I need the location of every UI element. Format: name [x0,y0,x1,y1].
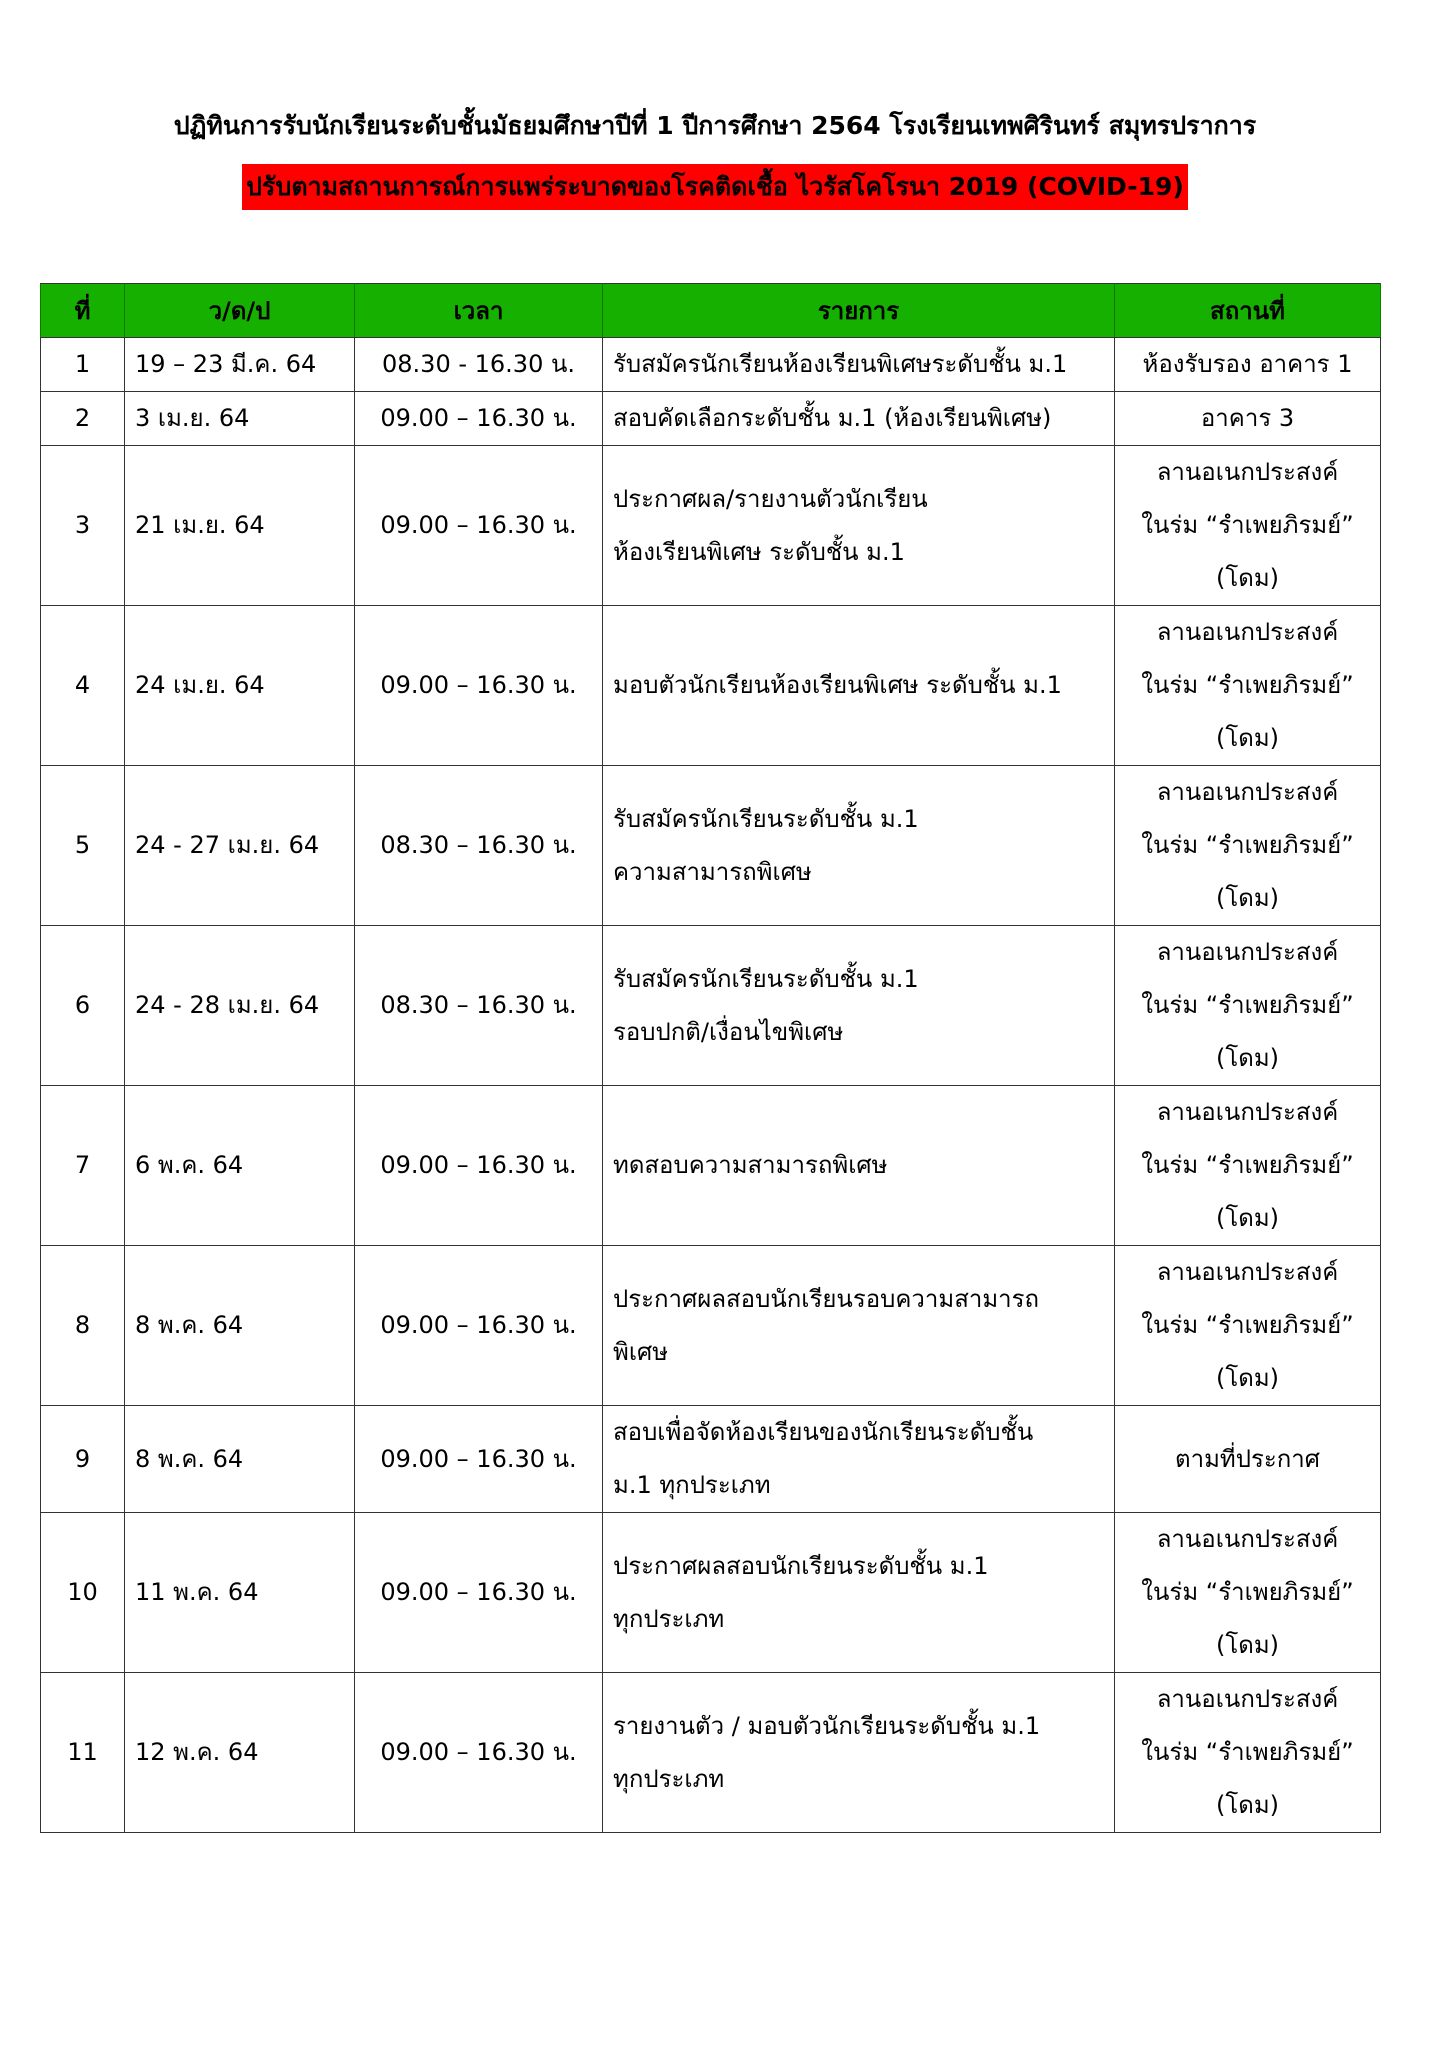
admission-schedule-table [40,283,1381,1833]
row-place-cell [1115,766,1381,926]
row-time-cell: 09.00 – 16.30 น. [355,1406,603,1513]
row-place-cell [1115,1086,1381,1246]
table-header-row [41,284,1381,338]
page-title: ปฏิทินการรับนักเรียนระดับชั้นมัธยมศึกษาปีที่ 1 ปีการศึกษา 2564 โรงเรียนเทพศิรินทร์ สมุทรปราการ [173,111,1257,140]
row-date-cell: 8 พ.ค. 64 [125,1246,355,1406]
row-time-cell: 09.00 – 16.30 น. [355,1086,603,1246]
row-date-cell: 24 เม.ย. 64 [125,606,355,766]
row-item-cell [603,1246,1115,1406]
place-text-line: ในร่ม “รำเพยภิรมย์” [1141,1578,1354,1606]
row-date-cell: 11 พ.ค. 64 [125,1513,355,1673]
row-item-cell [603,338,1115,392]
row-place-cell [1115,926,1381,1086]
row-number-cell: 9 [41,1406,125,1513]
table-row [41,606,1381,766]
place-text-line: ห้องรับรอง อาคาร 1 [1142,350,1353,378]
place-text-line: ตามที่ประกาศ [1175,1444,1320,1473]
row-number-cell: 8 [41,1246,125,1406]
row-date-cell: 3 เม.ย. 64 [125,392,355,446]
place-text-line: (โดม) [1215,564,1280,592]
row-place-cell [1115,1673,1381,1833]
place-text-line: ในร่ม “รำเพยภิรมย์” [1141,671,1354,699]
row-place-cell [1115,1406,1381,1513]
item-text-line: ม.1 ทุกประเภท [613,1471,771,1499]
row-time-cell: 09.00 – 16.30 น. [355,446,603,606]
column-header-date: ว/ด/ป [125,284,355,338]
place-text-line: ในร่ม “รำเพยภิรมย์” [1141,1738,1354,1766]
row-number-cell: 3 [41,446,125,606]
row-date-cell: 24 - 28 เม.ย. 64 [125,926,355,1086]
row-number-cell: 11 [41,1673,125,1833]
row-place-cell [1115,338,1381,392]
item-text-line: สอบเพื่อจัดห้องเรียนของนักเรียนระดับชั้น [613,1418,1034,1446]
column-header-item: รายการ [603,284,1115,338]
row-place-cell [1115,606,1381,766]
row-time-cell: 08.30 – 16.30 น. [355,766,603,926]
item-text-line: ทุกประเภท [613,1764,725,1793]
item-text-line: ทดสอบความสามารถพิเศษ [613,1151,888,1179]
row-number-cell: 10 [41,1513,125,1673]
item-text-line: รอบปกติ/เงื่อนไขพิเศษ [613,1017,844,1046]
row-time-cell: 09.00 – 16.30 น. [355,1673,603,1833]
place-text-line: ในร่ม “รำเพยภิรมย์” [1141,831,1354,859]
row-date-cell: 19 – 23 มี.ค. 64 [125,338,355,392]
row-item-cell [603,926,1115,1086]
place-text-line: ลานอเนกประสงค์ [1156,458,1339,486]
table-row [41,392,1381,446]
place-text-line: ในร่ม “รำเพยภิรมย์” [1141,511,1354,539]
place-text-line: อาคาร 3 [1200,404,1295,432]
row-date-cell: 24 - 27 เม.ย. 64 [125,766,355,926]
place-text-line: (โดม) [1215,1791,1280,1819]
item-text-line: รายงานตัว / มอบตัวนักเรียนระดับชั้น ม.1 [613,1711,1041,1740]
item-text-line: พิเศษ [613,1337,669,1366]
item-text-line: ประกาศผลสอบนักเรียนรอบความสามารถ [613,1284,1040,1313]
row-number-cell: 1 [41,338,125,392]
row-number-cell: 6 [41,926,125,1086]
place-text-line: ลานอเนกประสงค์ [1156,618,1339,646]
row-number-cell: 4 [41,606,125,766]
column-header-no: ที่ [41,284,125,338]
place-text-line: ในร่ม “รำเพยภิรมย์” [1141,991,1354,1019]
item-text-line: ประกาศผลสอบนักเรียนระดับชั้น ม.1 [613,1551,989,1580]
row-time-cell: 08.30 - 16.30 น. [355,338,603,392]
place-text-line: ในร่ม “รำเพยภิรมย์” [1141,1151,1354,1179]
place-text-line: (โดม) [1215,1204,1280,1232]
item-text-line: ความสามารถพิเศษ [613,857,812,886]
row-time-cell: 09.00 – 16.30 น. [355,392,603,446]
table-row [41,1406,1381,1513]
item-text-line: สอบคัดเลือกระดับชั้น ม.1 (ห้องเรียนพิเศษ) [613,404,1052,432]
row-place-cell [1115,446,1381,606]
column-header-time: เวลา [355,284,603,338]
table-row [41,1086,1381,1246]
row-date-cell: 8 พ.ค. 64 [125,1406,355,1513]
row-time-cell: 09.00 – 16.30 น. [355,1246,603,1406]
item-text-line: ห้องเรียนพิเศษ ระดับชั้น ม.1 [613,537,905,566]
row-item-cell [603,1406,1115,1513]
table-row [41,1673,1381,1833]
row-time-cell: 09.00 – 16.30 น. [355,1513,603,1673]
row-number-cell: 5 [41,766,125,926]
table-row [41,926,1381,1086]
row-number-cell: 7 [41,1086,125,1246]
row-item-cell [603,392,1115,446]
place-text-line: ลานอเนกประสงค์ [1156,938,1339,966]
covid-notice-subtitle: ปรับตามสถานการณ์การแพร่ระบาดของโรคติดเชื้อ ไวรัสโคโรนา 2019 (COVID-19) [242,164,1188,210]
row-item-cell [603,1673,1115,1833]
item-text-line: รับสมัครนักเรียนระดับชั้น ม.1 [613,964,919,993]
row-number-cell: 2 [41,392,125,446]
row-item-cell [603,1513,1115,1673]
item-text-line: ทุกประเภท [613,1604,725,1633]
place-text-line: (โดม) [1215,724,1280,752]
row-date-cell: 21 เม.ย. 64 [125,446,355,606]
row-item-cell [603,766,1115,926]
row-item-cell [603,606,1115,766]
row-place-cell [1115,1513,1381,1673]
column-header-place: สถานที่ [1115,284,1381,338]
item-text-line: ประกาศผล/รายงานตัวนักเรียน [613,484,928,513]
item-text-line: มอบตัวนักเรียนห้องเรียนพิเศษ ระดับชั้น ม.1 [613,671,1062,699]
table-row [41,1246,1381,1406]
row-date-cell: 6 พ.ค. 64 [125,1086,355,1246]
place-text-line: ลานอเนกประสงค์ [1156,1685,1339,1713]
place-text-line: ลานอเนกประสงค์ [1156,778,1339,806]
item-text-line: รับสมัครนักเรียนระดับชั้น ม.1 [613,804,919,833]
row-item-cell [603,446,1115,606]
row-item-cell [603,1086,1115,1246]
row-date-cell: 12 พ.ค. 64 [125,1673,355,1833]
table-row [41,338,1381,392]
place-text-line: ลานอเนกประสงค์ [1156,1525,1339,1553]
row-time-cell: 08.30 – 16.30 น. [355,926,603,1086]
place-text-line: ลานอเนกประสงค์ [1156,1098,1339,1126]
row-place-cell [1115,392,1381,446]
place-text-line: (โดม) [1215,1364,1280,1392]
table-body [41,338,1381,1833]
table-row [41,446,1381,606]
table-row [41,1513,1381,1673]
row-time-cell: 09.00 – 16.30 น. [355,606,603,766]
place-text-line: (โดม) [1215,1044,1280,1072]
subtitle-wrapper [0,164,1430,210]
place-text-line: (โดม) [1215,884,1280,912]
place-text-line: (โดม) [1215,1631,1280,1659]
place-text-line: ในร่ม “รำเพยภิรมย์” [1141,1311,1354,1339]
item-text-line: รับสมัครนักเรียนห้องเรียนพิเศษระดับชั้น ม.1 [613,350,1068,378]
table-row [41,766,1381,926]
row-place-cell [1115,1246,1381,1406]
place-text-line: ลานอเนกประสงค์ [1156,1258,1339,1286]
